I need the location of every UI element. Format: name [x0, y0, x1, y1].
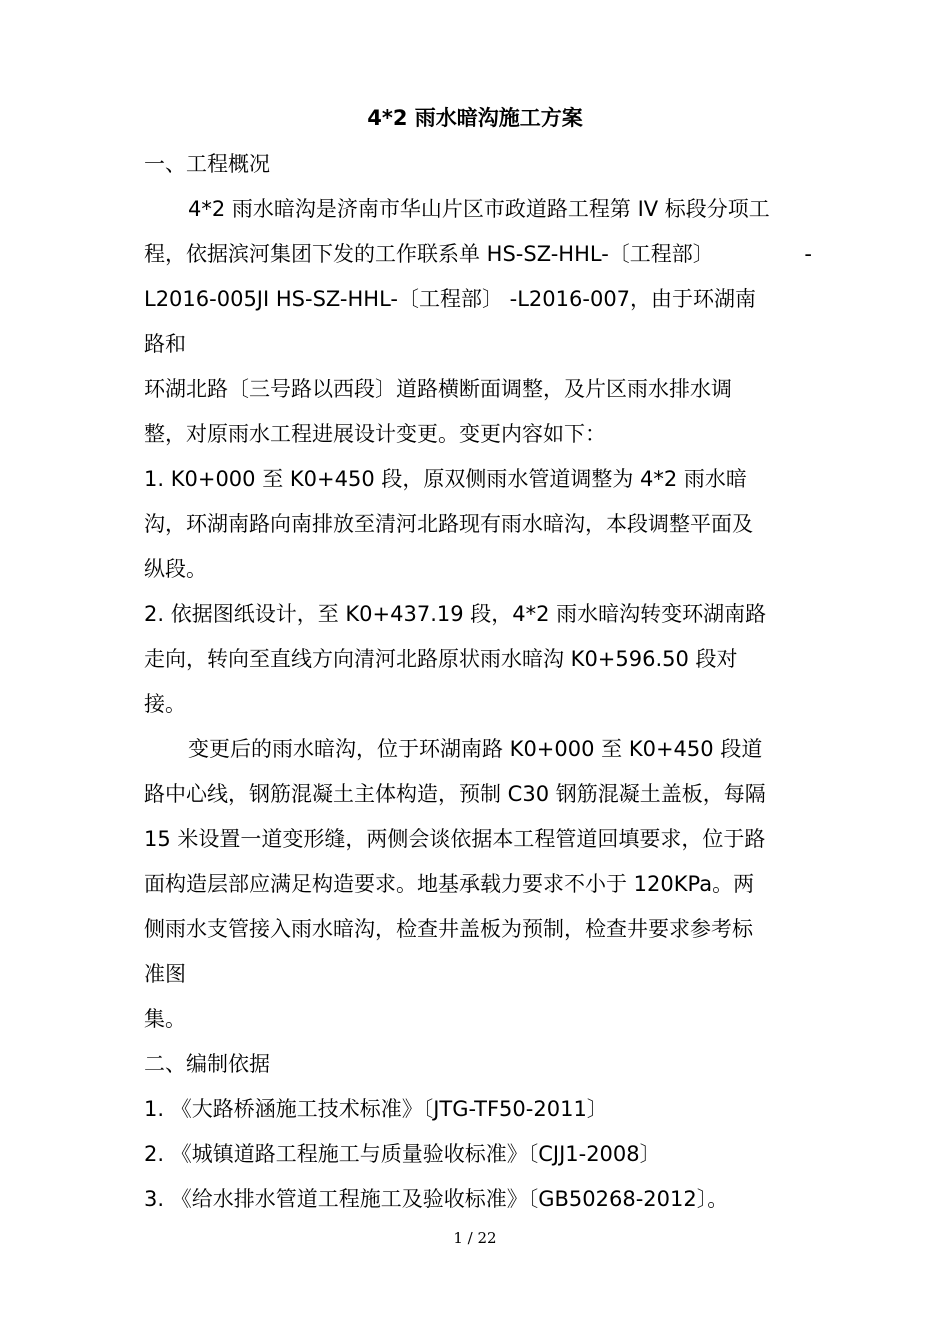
paragraph-line: 集。	[144, 1007, 186, 1031]
paragraph-line: 侧雨水支管接入雨水暗沟，检查井盖板为预制，检查井要求参考标	[144, 917, 753, 941]
paragraph-line: 路中心线，钢筋混凝土主体构造，预制 C30 钢筋混凝土盖板，每隔	[144, 782, 766, 806]
section-heading-overview: 一、工程概况	[144, 152, 270, 176]
paragraph-line: L2016-005JI HS-SZ-HHL-〔工程部〕 -L2016-007，由于环湖南	[144, 287, 757, 311]
paragraph-line: 4*2 雨水暗沟是济南市华山片区市政道路工程第 IV 标段分项工	[188, 197, 770, 221]
section-heading-basis: 二、编制依据	[144, 1052, 270, 1076]
document-title: 4*2 雨水暗沟施工方案	[367, 106, 583, 130]
page-indicator: 1 / 22	[453, 1229, 497, 1247]
list-item-line: 走向，转向至直线方向清河北路原状雨水暗沟 K0+596.50 段对	[144, 647, 738, 671]
document-body	[144, 142, 812, 1222]
list-item-line: 接。	[144, 692, 186, 716]
paragraph-line-segment: -	[804, 242, 812, 266]
basis-item: 1. 《大路桥涵施工技术标准》〔JTG-TF50-2011〕	[144, 1097, 608, 1121]
paragraph-line: 整，对原雨水工程进展设计变更。变更内容如下：	[144, 422, 606, 446]
paragraph-line: 路和	[144, 332, 186, 356]
paragraph-line: 面构造层部应满足构造要求。地基承载力要求不小于 120KPa。两	[144, 872, 755, 896]
list-item-line: 2. 依据图纸设计，至 K0+437.19 段，4*2 雨水暗沟转变环湖南路	[144, 602, 767, 626]
basis-item: 2. 《城镇道路工程施工与质量验收标准》〔CJJ1-2008〕	[144, 1142, 661, 1166]
paragraph-line	[144, 232, 812, 277]
list-item-line: 沟，环湖南路向南排放至清河北路现有雨水暗沟，本段调整平面及	[144, 512, 753, 536]
list-item-line: 纵段。	[144, 557, 207, 581]
paragraph-line: 环湖北路〔三号路以西段〕道路横断面调整，及片区雨水排水调	[144, 377, 732, 401]
paragraph-line-segment: 程，依据滨河集团下发的工作联系单 HS-SZ-HHL-〔工程部〕	[144, 242, 714, 266]
basis-item: 3. 《给水排水管道工程施工及验收标准》〔GB50268-2012〕。	[144, 1187, 729, 1211]
paragraph-line: 15 米设置一道变形缝，两侧会谈依据本工程管道回填要求，位于路	[144, 827, 766, 851]
list-item-line: 1. K0+000 至 K0+450 段，原双侧雨水管道调整为 4*2 雨水暗	[144, 467, 747, 491]
paragraph-line: 变更后的雨水暗沟，位于环湖南路 K0+000 至 K0+450 段道	[188, 737, 763, 761]
paragraph-line: 准图	[144, 962, 186, 986]
